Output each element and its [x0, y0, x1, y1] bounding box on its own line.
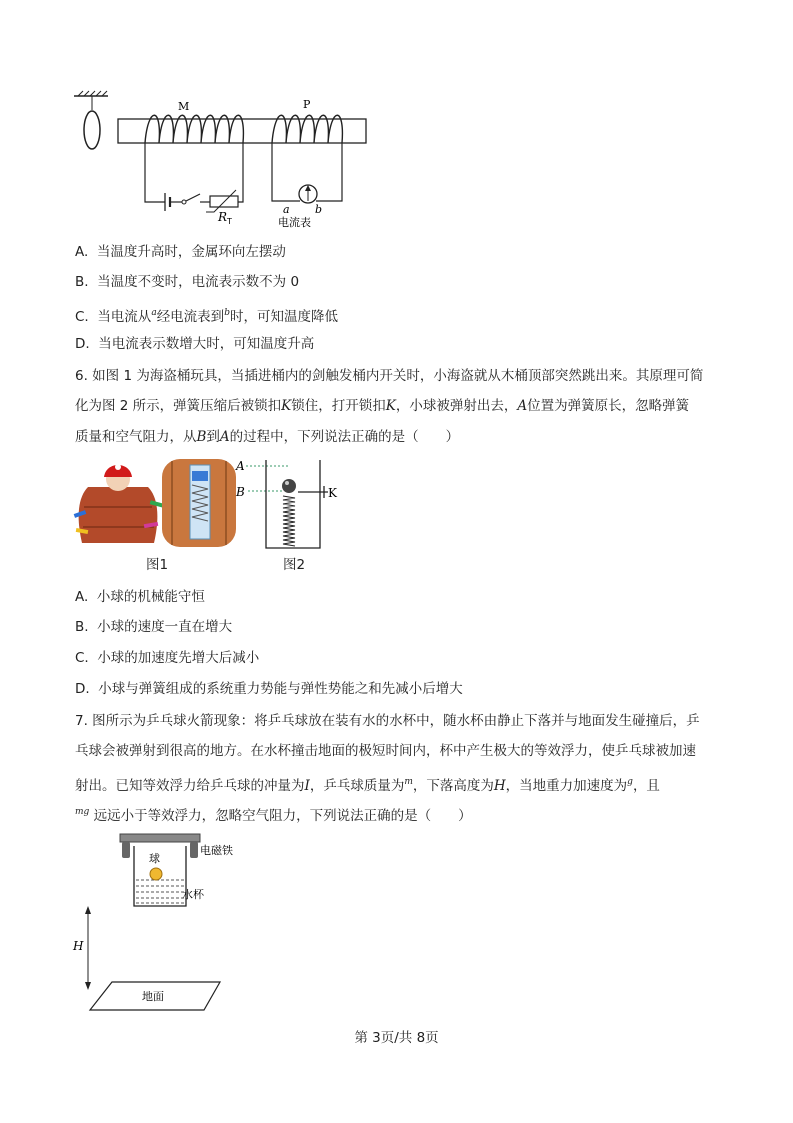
cup-label: 水杯 — [182, 888, 204, 901]
q5-option-b: B. 当温度不变时，电流表示数不为 0 — [75, 274, 300, 290]
latch-k-label: K — [328, 486, 337, 500]
electromagnet-label: 电磁铁 — [200, 844, 233, 857]
position-a-label: A — [236, 459, 245, 473]
q5-option-d: D. 当电流表示数增大时，可知温度升高 — [75, 336, 315, 352]
terminal-b-label: b — [315, 203, 323, 216]
solenoid-circuit-figure — [70, 88, 380, 233]
position-b-label: B — [236, 485, 245, 499]
page-footer: 第 3页/共 8页 — [354, 1030, 439, 1046]
fig2-caption: 图2 — [283, 557, 306, 573]
q7-stem-line-3: 射出。已知等效浮力给乒乓球的冲量为I，乒乓球质量为$^m$，下落高度为H，当地重力加速度为$^g$，且 — [75, 777, 660, 794]
rt-subscript: T — [227, 217, 232, 226]
pingpong-rocket-diagram — [70, 832, 240, 1014]
q7-stem-line-1: 7. 图所示为乒乓球火箭现象：将乒乓球放在装有水的水杯中，随水杯由静止下落并与地面发生碰撞后，乒 — [75, 713, 700, 729]
ground-label: 地面 — [142, 990, 164, 1003]
q6-stem-line-2: 化为图 2 所示，弹簧压缩后被锁扣K锁住，打开锁扣K，小球被弹射出去，A位置为弹簧原长，忽略弹簧 — [75, 398, 690, 414]
q5-option-a: A. 当温度升高时，金属环向左摆动 — [75, 244, 286, 260]
q7-stem-line-4: $^{mg}$ 远远小于等效浮力，忽略空气阻力，下列说法正确的是（ ） — [75, 807, 472, 824]
q6-option-a: A. 小球的机械能守恒 — [75, 589, 205, 605]
height-h-label: H — [73, 939, 84, 953]
q7-stem-line-2: 乓球会被弹射到很高的地方。在水杯撞击地面的极短时间内，杯中产生极大的等效浮力，使乒乓球被加速 — [75, 743, 696, 759]
ammeter-label: 电流表 — [278, 216, 311, 229]
q6-stem-line-3: 质量和空气阻力，从B到A的过程中，下列说法正确的是（ ） — [75, 429, 460, 445]
q6-option-c: C. 小球的加速度先增大后减小 — [75, 650, 260, 666]
coil-p-label: P — [303, 98, 311, 111]
q6-option-b: B. 小球的速度一直在增大 — [75, 619, 233, 635]
spring-launcher-diagram — [232, 456, 352, 552]
fig1-caption: 图1 — [146, 557, 169, 573]
q6-option-d: D. 小球与弹簧组成的系统重力势能与弹性势能之和先减小后增大 — [75, 681, 463, 697]
terminal-a-label: a — [283, 203, 290, 216]
ball-label: 球 — [149, 852, 160, 865]
coil-m-label: M — [178, 100, 190, 113]
q5-option-c: C. 当电流从$^a$经电流表到$^b$时，可知温度降低 — [75, 308, 338, 325]
pirate-barrel-photo — [74, 457, 244, 549]
rt-label: R — [218, 210, 228, 224]
q6-stem-line-1: 6. 如图 1 为海盗桶玩具，当插进桶内的剑触发桶内开关时，小海盗就从木桶顶部突然跳出来。其原理可简 — [75, 368, 704, 384]
